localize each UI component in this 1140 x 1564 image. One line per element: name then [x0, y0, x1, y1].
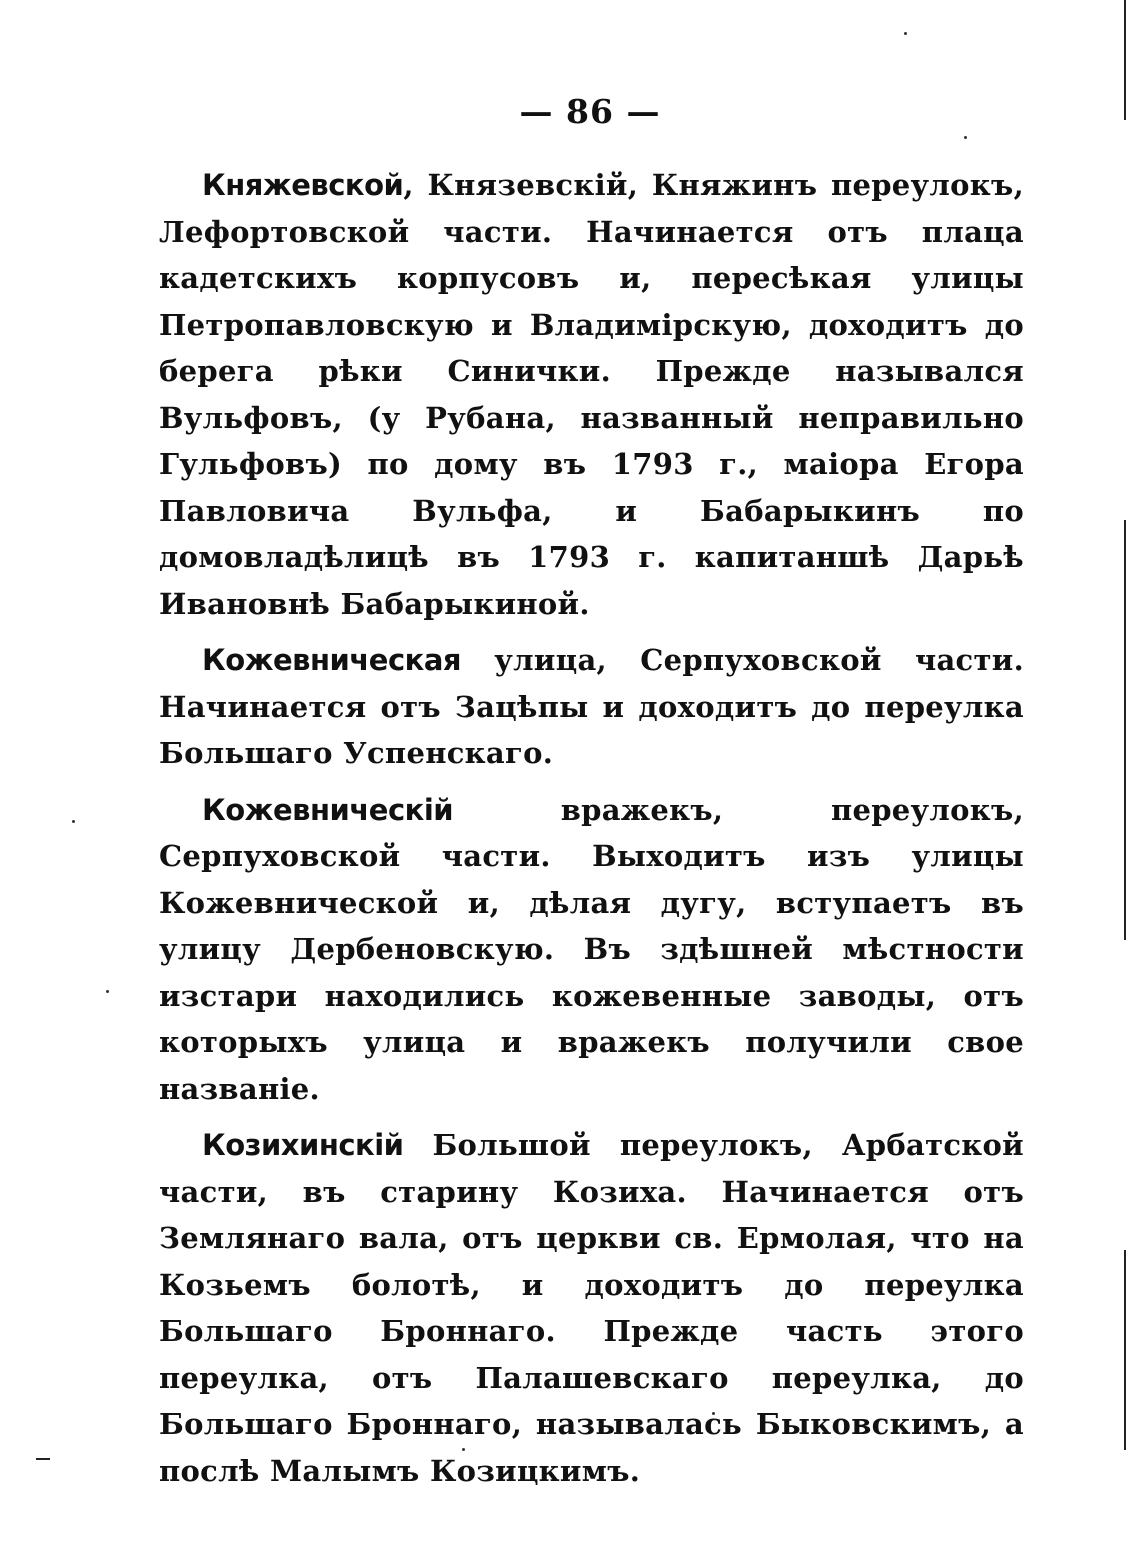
entry-kozikhinskiy — [159, 1122, 1024, 1494]
entry-knyazhevskoy — [159, 162, 1024, 627]
scan-edge-line — [1124, 520, 1126, 940]
entry-text: , Князевскій, Княжинъ переулокъ, Лефортовской части. Начинается отъ плаца кадетскихъ корпусовъ и, пересѣкая улицы Петропавловскую и Владимірскую, доходитъ до берега рѣки Синички. Прежде назывался Вульфовъ, (у Рубана, названный неправильно Гульфовъ) по дому въ 1793 г., маіора Егора Павловича Вульфа, и Бабарыкинъ по домовладѣлицѣ въ 1793 г. капитаншѣ Дарьѣ Ивановнѣ Бабарыкиной. — [159, 168, 1024, 621]
page-text — [159, 162, 1024, 1504]
entry-headword: Кожевническая — [202, 643, 462, 677]
page-number: — 86 — — [519, 92, 661, 131]
scan-speck — [106, 990, 109, 993]
entry-kozhevnicheskaya — [159, 637, 1024, 777]
entry-text: улица, Серпуховской части. Начинается отъ Зацѣпы и доходитъ до переулка Большаго Успенскаго. — [159, 643, 1024, 770]
scan-edge-mark — [36, 1458, 50, 1460]
entry-headword: Княжевской — [202, 168, 404, 202]
entry-headword: Козихинскій — [202, 1128, 404, 1162]
scan-edge-line — [1124, 1250, 1126, 1450]
scan-speck — [904, 32, 907, 35]
scan-speck — [964, 136, 967, 139]
entry-text: вражекъ, переулокъ, Серпуховской части. Выходитъ изъ улицы Кожевнической и, дѣлая дугу, вступаетъ въ улицу Дербеновскую. Въ здѣшней мѣстности изстари находились кожевенные заводы, отъ которыхъ улица и вражекъ получили свое названіе. — [159, 792, 1024, 1106]
scan-speck — [72, 820, 75, 823]
entry-headword: Кожевническій — [202, 792, 454, 827]
entry-text: Большой переулокъ, Арбатской части, въ старину Козиха. Начинается отъ Землянаго вала, отъ церкви св. Ермолая, что на Козьемъ болотѣ, и доходитъ до переулка Большаго Броннаго. Прежде часть этого переулка, отъ Палашевскаго переулка, до Большаго Броннаго, называлась Быковскимъ, а послѣ Малымъ Козицкимъ. — [159, 1128, 1024, 1488]
entry-kozhevnicheskiy — [159, 787, 1024, 1113]
